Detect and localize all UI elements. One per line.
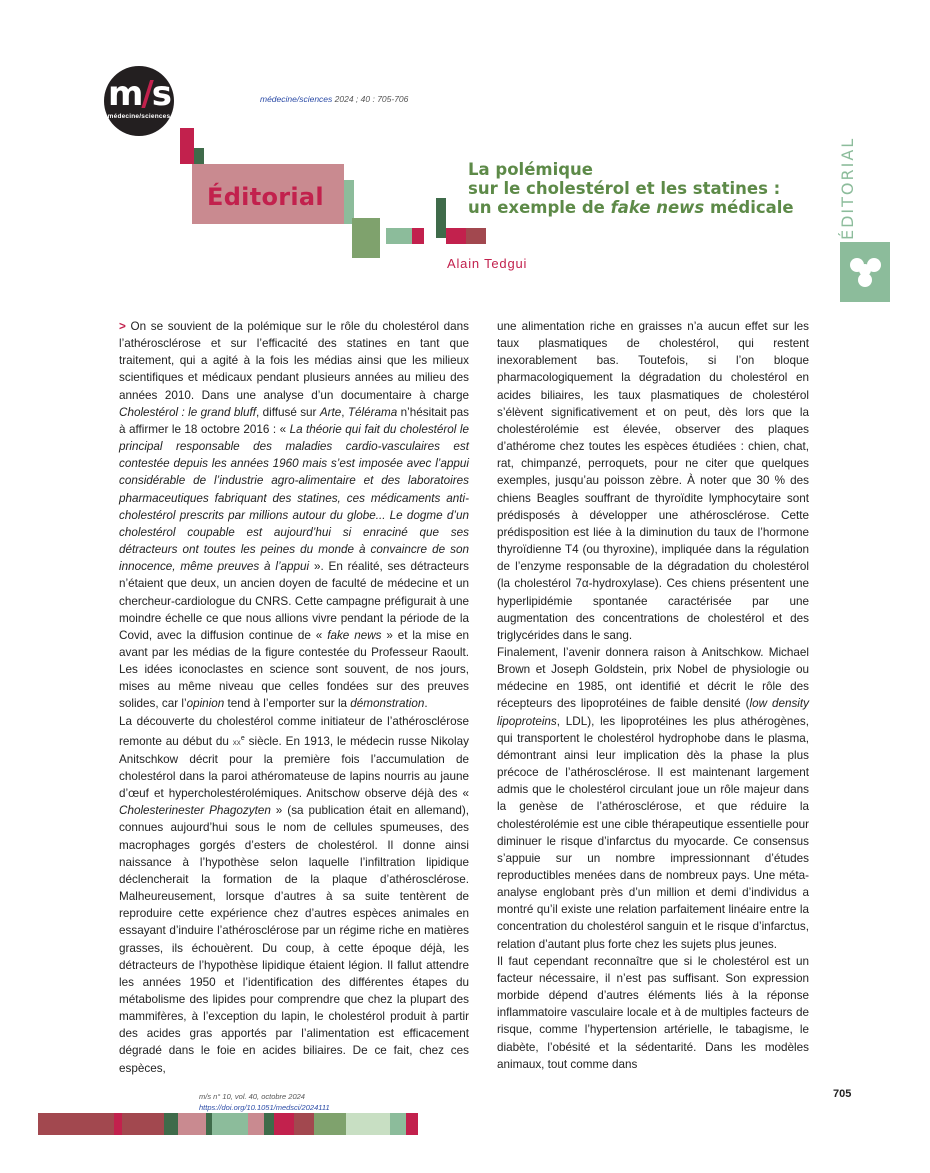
section-label: Éditorial <box>207 183 324 211</box>
deco-block <box>446 228 466 244</box>
logo-subtitle: médecine/sciences <box>107 113 171 120</box>
footer-strip <box>346 1113 390 1135</box>
doi-link[interactable]: https://doi.org/10.1051/medsci/2024111 <box>199 1103 330 1112</box>
footer-strip <box>164 1113 178 1135</box>
title-line: La polémique <box>468 160 593 179</box>
paragraph: La découverte du cholestérol comme initiateur de l’athérosclérose remonte au début du $xx^e$ siècle. En 1913, le médecin russe Nikolay Anitschkow décrit pour la première fois l’accumulation de cholestérol dans la paroi athéromateuse de lapins nourris au jaune d’œuf et hypercholestérolémiques. Anitschow observe déjà des « Cholesterinester Phagozyten » (sa publication était en allemand), connues aujourd’hui sous le nom de cellules spumeuses, des macrophages gorgés d’esters de cholestérol. Il donne ainsi naissance à l’hypothèse selon laquelle l’infiltration lipidique déclencherait la formation de la plaque d’athérosclérose. Malheureusement, lorsque d’autres à sa suite tentèrent de reproduire cette expérience chez d’autres espèces animales en essayant d’induire l’athérosclérose par un régime riche en matières grasses, ils échouèrent. Du coup, à cette époque déjà, les détracteurs de l’hypothèse lipidique étaient légion. Il fallut attendre les années 1950 et l’identification des différentes étapes du métabolisme des lipides pour comprendre que chez la plupart des mammifères, à l’exception du lapin, le cholestérol produit à partir des acides gras apportés par l’alimentation est efficacement dégradé dans le foie en acides biliaires. De ce fait, chez ces espèces, <box>119 714 470 1075</box>
journal-logo <box>104 66 174 136</box>
journal-reference <box>260 94 408 104</box>
journal-issue: m/s n° 10, vol. 40, octobre 2024 <box>199 1092 305 1101</box>
deco-block <box>386 228 412 244</box>
footer-strip <box>178 1113 206 1135</box>
paragraph: Il faut cependant reconnaître que si le cholestérol est un facteur nécessaire, il n’est pas suffisant. Son expression morbide dépend d’autres éléments liés à la réponse inflammatoire vasculaire locale et à de multiples facteurs de risque, comme l’hypertension artérielle, le tabagisme, le diabète, l’obésité et la sédentarité. Dans les modèles animaux, tout comme dans <box>497 954 809 1071</box>
paragraph: > On se souvient de la polémique sur le rôle du cholestérol dans l’athérosclérose et sur l’efficacité des statines en tant que traitement, qui a agité à la fois les médias ainsi que les milieux scientifiques et médicaux pendant plusieurs années au milieu des années 2010. Dans une analyse d’un documentaire à charge Cholestérol : le grand bluff, diffusé sur Arte, Télérama n’hésitait pas à affirmer le 18 octobre 2016 : « La théorie qui fait du cholestérol le principal responsable des maladies cardio-vasculaires est contestée depuis les années 1960 mais s’est imposée avec l’appui considérable de l’industrie agro-alimentaire et des laboratoires pharmaceutiques fabriquant des statines, ces médicaments anti-cholestérol prescrits par millions autour du globe... Le dogme d’un cholestérol coupable est aujourd’hui si enraciné que ses détracteurs ont toutes les peines du monde à convaincre de son innocence, même preuves à l’appui ». En réalité, ses détracteurs n’étaient que deux, un ancien doyen de faculté de médecine et un chercheur-cardiologue du CNRS. Cette campagne préfigurait à une moindre échelle ce que nous allions vivre pendant la période de la Covid, avec la diffusion continue de « fake news » et la mise en avant par les médias de la figure contestée du Professeur Raoult. Les idées iconoclastes en science sont souvent, de nos jours, mises au même niveau que celles fondées sur des preuves solides, car l’opinion tend à l’emporter sur la démonstration. <box>119 320 470 711</box>
journal-details: 2024 ; 40 : 705-706 <box>332 94 409 104</box>
chevron-right-icon: > <box>119 320 126 333</box>
footer-strip <box>248 1113 264 1135</box>
paragraph: Finalement, l’avenir donnera raison à Anitschkow. Michael Brown et Joseph Goldstein, prix Nobel de physiologie ou médecine en 1985, ont identifié et décrit le rôle des récepteurs des lipoprotéines de faible densité (low density lipoproteins, LDL), les lipoprotéines les plus athérogènes, qui transportent le cholestérol hydrophobe dans le plasma, démontrant ainsi leur implication dès la phase la plus précoce de l’athérosclérose. Il est maintenant largement admis que le cholestérol circulant joue un rôle majeur dans la genèse de l’athérosclérose, et que réduire la cholestérolémie est une cible thérapeutique essentielle pour diminuer le risque d’infarctus du myocarde. Ce consensus s’appuie sur un nombre impressionnant d’études reproductibles menées dans de nombreux pays. Une méta-analyse englobant près d’un million et demi d’individus a montré qu’il existe une relation parfaitement linéaire entre la concentration du cholestérol sanguin et le risque d’infarctus, relation d’autant plus forte chez les sujets plus jeunes. <box>497 645 809 951</box>
article-title <box>468 160 828 217</box>
side-section-label: ÉDITORIAL <box>838 136 857 240</box>
footer-strip <box>38 1113 114 1135</box>
footer-metadata <box>199 1091 330 1113</box>
footer-strip <box>264 1113 274 1135</box>
trefoil-icon <box>840 242 890 302</box>
footer-strip <box>314 1113 346 1135</box>
title-line: un exemple de fake news médicale <box>468 198 794 217</box>
side-section-tab <box>840 242 890 302</box>
author-name: Alain Tedgui <box>447 256 528 271</box>
deco-block <box>352 218 380 258</box>
footer-strip <box>390 1113 406 1135</box>
journal-name: médecine/sciences <box>260 94 333 104</box>
footer-strip <box>122 1113 164 1135</box>
paragraph: une alimentation riche en graisses n’a aucun effet sur les taux plasmatiques de cholestérol, qui restent inexorablement bas. Toutefois, si l’on bloque pharmacologiquement la dégradation du cholestérol en acides biliaires, les taux plasmatiques de cholestérol s’élèvent significativement et on peut, dès lors que la cholestérolémie est élevée, observer des plaques d’athérome chez toutes les espèces étudiées : chien, chat, rat, chimpanzé, perroquets, pour ne citer que quelques exemples, jusqu’au poisson zèbre. À noter que 30 % des chiens Beagles souffrant de thyroïdite lymphocytaire sont prédisposés à développer une athérosclérose. Cette prédisposition est liée à la diminution du taux de l’hormone thyroïdienne T4 (ou thyroxine), impliquée dans la régulation de l’enzyme responsable de la dégradation du cholestérol (la cholestérol 7α-hydroxylase). Ces chiens présentent une hyperlipidémie spontanée caractérisée par une augmentation des concentrations de cholestérol et des triglycérides dans le sang. <box>497 320 809 642</box>
deco-block <box>436 198 446 238</box>
deco-block <box>194 148 204 164</box>
title-line: sur le cholestérol et les statines : <box>468 179 781 198</box>
footer-strip <box>294 1113 314 1135</box>
page-number: 705 <box>833 1088 852 1100</box>
deco-block <box>412 228 424 244</box>
footer-strip <box>114 1113 122 1135</box>
deco-block <box>180 128 194 164</box>
body-column-left <box>119 318 469 1077</box>
deco-block <box>466 228 486 244</box>
footer-strip <box>212 1113 248 1135</box>
body-column-right <box>497 318 809 1073</box>
footer-strip <box>274 1113 294 1135</box>
logo-mark: m/s <box>107 74 171 114</box>
footer-strip <box>406 1113 418 1135</box>
